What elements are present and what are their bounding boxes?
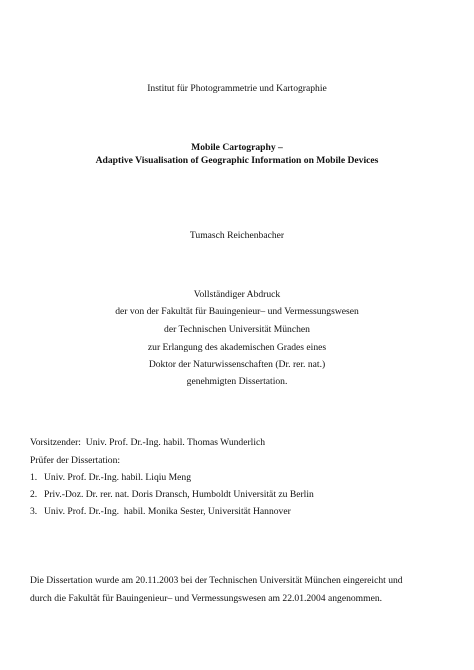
statement-line: der von der Fakultät für Bauingenieur– und Vermessungswesen xyxy=(115,306,359,317)
author-name: Tumasch Reichenbacher xyxy=(189,230,285,241)
statement-line: Doktor der Naturwissenschaften (Dr. rer. nat.) xyxy=(148,359,326,370)
examiner-name: Priv.-Doz. Dr. rer. nat. Doris Dransch, Humboldt Universität zu Berlin xyxy=(44,489,314,500)
examiner-number: 3. xyxy=(30,506,38,517)
title-line-2: Adaptive Visualisation of Geographic Information on Mobile Devices xyxy=(95,155,379,166)
statement-line: Vollständiger Abdruck xyxy=(193,289,281,300)
statement-line: der Technischen Universität München xyxy=(164,324,310,335)
submission-line-2: durch die Fakultät für Bauingenieur– und Vermessungswesen am 22.01.2004 angenommen. xyxy=(30,593,383,604)
examiner-name: Univ. Prof. Dr.-Ing. habil. Liqiu Meng xyxy=(44,472,191,483)
committee-chair: Vorsitzender: Univ. Prof. Dr.-Ing. habil. Thomas Wunderlich xyxy=(30,437,266,448)
examiner-item xyxy=(30,506,291,518)
examiner-item xyxy=(30,489,314,501)
examiner-number: 1. xyxy=(30,472,38,483)
examiner-item xyxy=(30,472,191,484)
examiner-number: 2. xyxy=(30,489,38,500)
title-line-1: Mobile Cartography – xyxy=(191,142,283,153)
statement-line: zur Erlangung des akademischen Grades eines xyxy=(147,342,327,353)
examiner-name: Univ. Prof. Dr.-Ing. habil. Monika Sester, Universität Hannover xyxy=(44,506,291,517)
institute-name: Institut für Photogrammetrie und Kartographie xyxy=(147,83,327,94)
examiners-heading: Prüfer der Dissertation: xyxy=(30,455,121,466)
submission-line-1: Die Dissertation wurde am 20.11.2003 bei der Technischen Universität München eingereicht und xyxy=(30,575,403,586)
statement-line: genehmigten Dissertation. xyxy=(186,376,288,387)
